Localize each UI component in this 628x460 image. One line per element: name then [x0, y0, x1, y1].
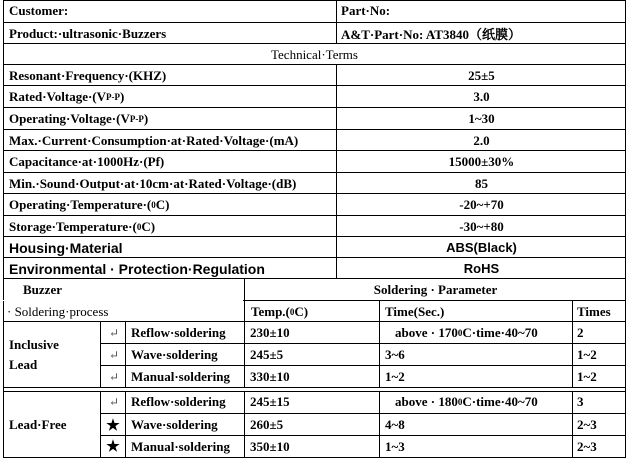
soldering-row — [101, 343, 626, 366]
process-name: Manual·soldering — [131, 369, 230, 384]
spec-label: Capacitance·at·1000Hz·(Pf) — [9, 154, 165, 169]
spec-value: -20~+70 — [459, 197, 504, 212]
soldering-row — [101, 365, 626, 388]
spec-value: RoHS — [463, 261, 500, 276]
col-times-header: Times — [577, 303, 611, 319]
spec-label: Min.·Sound·Output·at·10cm·at·Rated·Voltage·(dB) — [9, 175, 297, 191]
spec-row — [3, 129, 626, 151]
row-mark: ↵ — [108, 394, 120, 409]
spec-value: 3.0 — [473, 89, 490, 104]
spec-row — [3, 236, 626, 258]
star-icon: ★ — [106, 439, 120, 455]
temp-value: 330±10 — [250, 369, 290, 384]
spec-label: Operating·Voltage·(V P-P ) — [9, 111, 149, 126]
process-name: Reflow·soldering — [131, 394, 226, 409]
technical-terms-row — [3, 43, 626, 65]
temp-value: 245±15 — [250, 394, 290, 409]
times-value: 2 — [577, 325, 584, 340]
technical-terms-heading: Technical·Terms — [271, 46, 358, 62]
star-icon: ★ — [106, 417, 120, 434]
header-row-1 — [3, 0, 626, 22]
header-row-2 — [3, 22, 626, 44]
buzzer-label: Buzzer — [23, 282, 62, 297]
spec-row — [3, 193, 626, 216]
row-mark: ↵ — [108, 325, 120, 340]
spec-label: Storage·Temperature·( 0 C) — [9, 218, 156, 234]
process-name: Wave·soldering — [131, 417, 218, 432]
group-divider — [3, 387, 626, 392]
spec-value: 25±5 — [468, 67, 495, 83]
spec-label: Operating·Temperature·( 0 C) — [9, 197, 170, 212]
col-time-header: Time(Sec.) — [385, 303, 445, 319]
spec-value: 1~30 — [468, 111, 495, 126]
times-value: 2~3 — [577, 417, 597, 432]
soldering-header-row-1 — [3, 278, 626, 301]
soldering-row — [101, 391, 626, 413]
spec-value: 2.0 — [473, 132, 490, 148]
spec-table — [3, 0, 626, 458]
soldering-parameter-heading: Soldering · Parameter — [373, 282, 498, 297]
temp-value: 230±10 — [250, 325, 290, 340]
spec-row — [3, 85, 626, 108]
group-name: Inclusive Lead — [9, 337, 59, 372]
temp-value: 245±5 — [250, 347, 284, 362]
customer-label: Customer: — [9, 3, 69, 18]
spec-row — [3, 257, 626, 279]
spec-value: 85 — [475, 175, 488, 191]
time-value: above · 170 0 C·time·40~70 — [395, 325, 538, 340]
spec-row — [3, 172, 626, 194]
soldering-process-label: · Soldering·process — [7, 303, 109, 319]
spec-row — [3, 107, 626, 130]
row-mark: ↵ — [108, 347, 120, 362]
part-no-label: Part·No: — [341, 3, 391, 18]
time-value: 3~6 — [385, 347, 405, 362]
time-value: 1~2 — [385, 369, 405, 384]
row-mark: ↵ — [108, 369, 120, 384]
process-name: Reflow·soldering — [131, 325, 226, 340]
col-temp-header: Temp.( 0 C) — [251, 303, 309, 319]
process-name: Wave·soldering — [131, 347, 218, 362]
spec-row — [3, 150, 626, 173]
group-name: Lead·Free — [9, 416, 67, 432]
spec-value: 15000±30% — [448, 154, 515, 169]
spec-row — [3, 215, 626, 237]
spec-label: Housing·Material — [9, 239, 123, 256]
time-value: 4~8 — [385, 417, 405, 432]
spec-label: Resonant·Frequency·(KHZ) — [9, 67, 167, 83]
spec-row — [3, 64, 626, 86]
soldering-header-row-2 — [3, 300, 626, 322]
times-value: 1~2 — [577, 347, 597, 362]
spec-value: -30~+80 — [459, 218, 504, 234]
times-value: 1~2 — [577, 369, 597, 384]
spec-label: Environmental · Protection·Regulation — [9, 260, 265, 277]
soldering-row — [101, 321, 626, 344]
process-name: Manual·soldering — [131, 438, 230, 454]
temp-value: 350±10 — [250, 438, 290, 454]
at-part-no-label: A&T·Part·No: AT3840（纸膜） — [341, 27, 521, 42]
temp-value: 260±5 — [250, 417, 284, 432]
product-label: Product:·ultrasonic·Buzzers — [9, 25, 167, 41]
time-value: 1~3 — [385, 438, 405, 454]
time-value: above · 180 0 C·time·40~70 — [395, 394, 538, 409]
spec-value: ABS(Black) — [446, 240, 517, 255]
times-value: 2~3 — [577, 438, 597, 454]
soldering-row — [101, 413, 626, 436]
spec-label: Rated·Voltage·(V P-P ) — [9, 89, 125, 104]
times-value: 3 — [577, 394, 584, 409]
spec-label: Max.·Current·Consumption·at·Rated·Voltage·(mA) — [9, 132, 299, 148]
soldering-row — [101, 435, 626, 457]
